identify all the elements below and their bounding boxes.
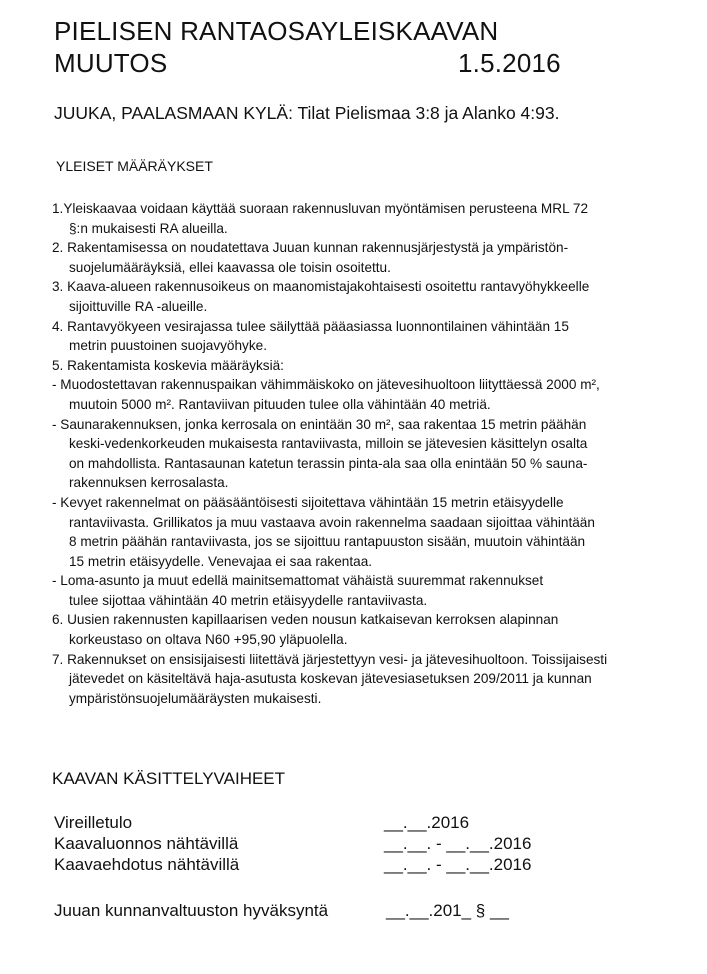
list-item: keski-vedenkorkeuden mukaisesta rantaviivasta, milloin se jätevesien käsittelyn osalta <box>69 436 588 452</box>
list-item: - Loma-asunto ja muut edellä mainitsemattomat vähäistä suuremmat rakennukset <box>52 573 544 589</box>
list-item: - Muodostettavan rakennuspaikan vähimmäiskoko on jätevesihuoltoon liityttäessä 2000 m², <box>52 377 600 393</box>
list-item: rakennuksen kerrosalasta. <box>69 475 229 491</box>
list-item: - Saunarakennuksen, jonka kerrosala on enintään 30 m², saa rakentaa 15 metrin päähän <box>52 416 587 432</box>
phase-date-field: __.__. - __.__.2016 <box>384 855 532 874</box>
list-item: 5. Rakentamista koskevia määräyksiä: <box>52 357 284 373</box>
phase-label: Kaavaluonnos nähtävillä <box>54 834 239 853</box>
list-item: 2. Rakentamisessa on noudatettava Juuan kunnan rakennusjärjestystä ja ympäristön- <box>52 240 569 256</box>
document-date: 1.5.2016 <box>458 48 561 78</box>
phase-date-field: __.__. - __.__.2016 <box>384 834 532 853</box>
list-item: rantaviivasta. Grillikatos ja muu vastaava avoin rakennelma saadaan sijoittaa vähintään <box>69 514 595 530</box>
list-item: §:n mukaisesti RA alueilla. <box>69 220 228 236</box>
general-regulations-heading: YLEISET MÄÄRÄYKSET <box>56 158 213 174</box>
list-item: 7. Rakennukset on ensisijaisesti liitettävä järjestettyyn vesi- ja jätevesihuoltoon. Toissijaisesti <box>52 651 608 667</box>
phase-label: Vireilletulo <box>54 813 133 832</box>
location-line: JUUKA, PAALASMAAN KYLÄ: Tilat Pielismaa 3:8 ja Alanko 4:93. <box>54 103 560 123</box>
list-item: jätevedet on käsiteltävä haja-asutusta koskevan jätevesiasetuksen 209/2011 ja kunnan <box>69 671 592 687</box>
page-title-line1: PIELISEN RANTAOSAYLEISKAAVAN <box>54 16 499 46</box>
list-item: on mahdollista. Rantasaunan katetun terassin pinta-ala saa olla enintään 50 % sauna- <box>69 455 588 471</box>
page-title-line2: MUUTOS <box>54 48 168 78</box>
regulations-list <box>52 199 692 708</box>
processing-phases-heading: KAAVAN KÄSITTELYVAIHEET <box>52 769 286 788</box>
list-item: sijoittuville RA -alueille. <box>69 298 208 314</box>
list-item: ympäristönsuojelumääräysten mukaisesti. <box>69 690 322 706</box>
approval-date-field: __.__.201_ § __ <box>386 901 509 920</box>
approval-label: Juuan kunnanvaltuuston hyväksyntä <box>54 901 329 920</box>
list-item: muutoin 5000 m². Rantaviivan pituuden tulee olla vähintään 40 metriä. <box>69 396 491 412</box>
list-item: metrin puustoinen suojavyöhyke. <box>69 338 267 354</box>
list-item: korkeustaso on oltava N60 +95,90 yläpuolella. <box>69 632 348 648</box>
list-item: suojelumääräyksiä, ellei kaavassa ole toisin osoitettu. <box>69 259 391 275</box>
list-item: 4. Rantavyökyeen vesirajassa tulee säilyttää pääasiassa luonnontilainen vähintään 15 <box>52 318 569 334</box>
phase-label: Kaavaehdotus nähtävillä <box>54 855 240 874</box>
list-item: 8 metrin päähän rantaviivasta, jos se sijoittuu rantapuuston sisään, muutoin vähintään <box>69 534 586 550</box>
list-item: 6. Uusien rakennusten kapillaarisen veden nousun katkaisevan kerroksen alapinnan <box>52 612 559 628</box>
list-item: 1.Yleiskaavaa voidaan käyttää suoraan rakennusluvan myöntämisen perusteena MRL 72 <box>52 201 589 216</box>
list-item: tulee sijottaa vähintään 40 metrin etäisyydelle rantaviivasta. <box>69 592 428 608</box>
phase-date-field: __.__.2016 <box>384 813 470 832</box>
list-item: - Kevyet rakennelmat on pääsääntöisesti sijoitettava vähintään 15 metrin etäisyydelle <box>52 494 564 510</box>
list-item: 3. Kaava-alueen rakennusoikeus on maanomistajakohtaisesti osoitettu rantavyöhykkeelle <box>52 279 590 295</box>
list-item: 15 metrin etäisyydelle. Venevajaa ei saa rakentaa. <box>69 553 373 569</box>
